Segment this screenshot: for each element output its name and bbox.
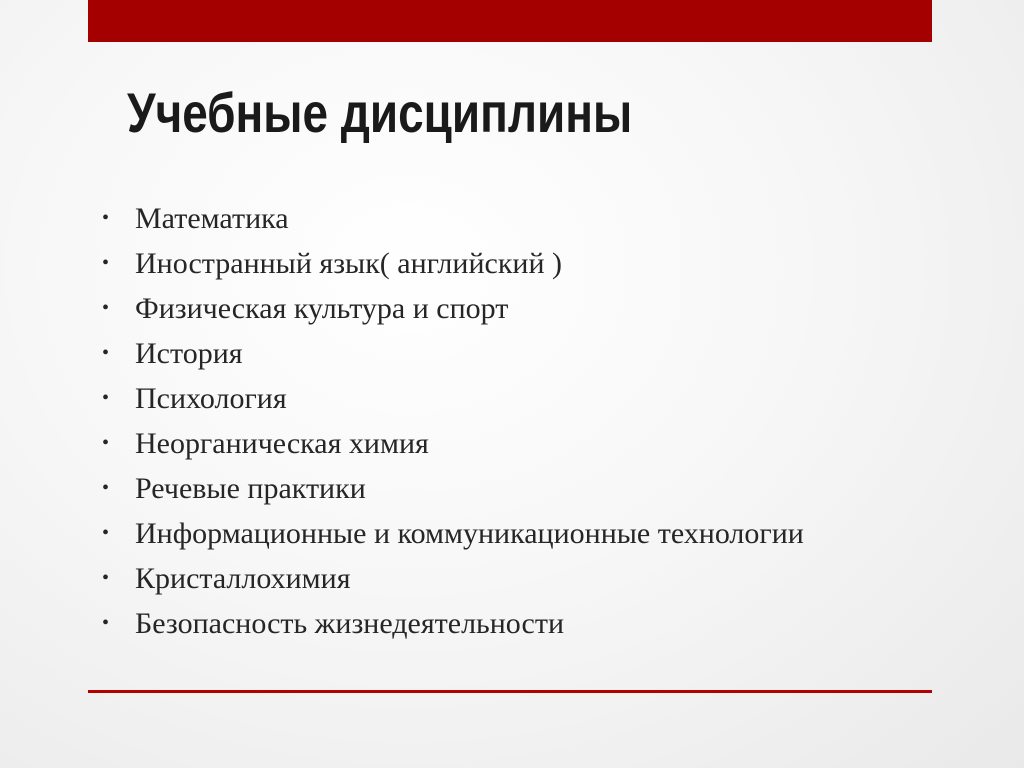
bullet-icon: • (102, 207, 110, 229)
bullet-icon: • (102, 432, 110, 454)
list-item-text: Психология (135, 382, 287, 415)
list-item (100, 511, 804, 556)
list-item-text: Кристаллохимия (135, 562, 351, 595)
list-item-text: История (135, 337, 243, 370)
list-item-text: Безопасность жизнедеятельности (135, 607, 565, 640)
list-item (100, 376, 804, 421)
slide-title: Учебные дисциплины (127, 81, 633, 144)
list-item (100, 421, 804, 466)
list-item (100, 241, 804, 286)
list-item-text: Математика (135, 202, 289, 235)
bottom-divider-line (88, 690, 932, 693)
list-item (100, 331, 804, 376)
list-item-text: Неорганическая химия (135, 427, 429, 460)
list-item (100, 466, 804, 511)
bullet-icon: • (102, 612, 110, 634)
bullet-icon: • (102, 567, 110, 589)
list-item (100, 601, 804, 646)
list-item (100, 556, 804, 601)
bullet-icon: • (102, 252, 110, 274)
bullet-icon: • (102, 342, 110, 364)
bullet-icon: • (102, 477, 110, 499)
list-item-text: Информационные и коммуникационные технологии (135, 517, 804, 550)
list-item (100, 196, 804, 241)
list-item-text: Физическая культура и спорт (135, 292, 509, 325)
list-item-text: Речевые практики (135, 472, 366, 505)
list-item (100, 286, 804, 331)
bullet-icon: • (102, 297, 110, 319)
bullet-icon: • (102, 387, 110, 409)
disciplines-list (100, 196, 804, 646)
top-accent-bar (88, 0, 932, 42)
bullet-icon: • (102, 522, 110, 544)
list-item-text: Иностранный язык( английский ) (135, 247, 562, 280)
